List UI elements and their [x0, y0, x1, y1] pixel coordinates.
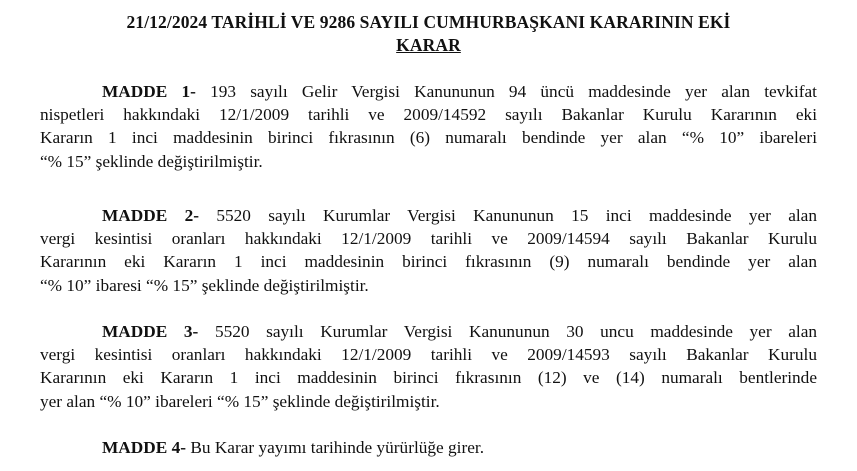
article-4-line-1 — [40, 436, 817, 459]
article-1 — [40, 80, 817, 173]
article-2-line-4: “% 10” ibaresi “% 15” şeklinde değiştirilmiştir. — [40, 275, 369, 295]
article-1-line-1 — [40, 80, 817, 103]
article-2-text: 5520 sayılı Kurumlar Vergisi Kanununun 15 inci maddesinde yer alan — [216, 206, 817, 225]
document-title: 21/12/2024 TARİHLİ VE 9286 SAYILI CUMHURBAŞKANI KARARININ EKİ — [126, 12, 731, 32]
article-1-line-2: nispetleri hakkındaki 12/1/2009 tarihli ve 2009/14592 sayılı Bakanlar Kurulu Kararının eki — [40, 105, 817, 125]
article-3 — [40, 320, 817, 413]
article-3-text: 5520 sayılı Kurumlar Vergisi Kanununun 30 uncu maddesinde yer alan — [214, 322, 818, 341]
article-2-heading: MADDE 2- — [102, 206, 199, 225]
document-subtitle: KARAR — [396, 35, 461, 55]
article-3-heading: MADDE 3- — [102, 322, 199, 341]
article-4-text: Bu Karar yayımı tarihinde yürürlüğe girer. — [190, 438, 485, 457]
article-3-line-3: Kararının eki Kararın 1 inci maddesinin birinci fıkrasının (12) ve (14) numaralı bentlerinde — [40, 368, 817, 388]
article-2-line-1 — [40, 204, 817, 227]
article-3-line-2: vergi kesintisi oranları hakkındaki 12/1/2009 tarihli ve 2009/14593 sayılı Bakanlar Kurulu — [40, 345, 817, 365]
article-2-line-3: Kararının eki Kararın 1 inci maddesinin birinci fıkrasının (9) numaralı bendinde yer alan — [40, 252, 817, 272]
article-3-line-4: yer alan “% 10” ibareleri “% 15” şeklinde değiştirilmiştir. — [40, 391, 440, 411]
article-3-line-1 — [40, 320, 817, 343]
article-1-line-4: “% 15” şeklinde değiştirilmiştir. — [40, 151, 263, 171]
article-4 — [40, 436, 817, 459]
article-1-text: 193 sayılı Gelir Vergisi Kanununun 94 üncü maddesinde yer alan tevkifat — [210, 82, 817, 101]
article-2-line-2: vergi kesintisi oranları hakkındaki 12/1/2009 tarihli ve 2009/14594 sayılı Bakanlar Kurulu — [40, 229, 817, 249]
article-2 — [40, 204, 817, 297]
article-1-heading: MADDE 1- — [102, 82, 196, 101]
article-4-heading: MADDE 4- — [102, 438, 186, 457]
article-1-line-3: Kararın 1 inci maddesinin birinci fıkrasının (6) numaralı bendinde yer alan “% 10” ibareleri — [40, 128, 817, 148]
